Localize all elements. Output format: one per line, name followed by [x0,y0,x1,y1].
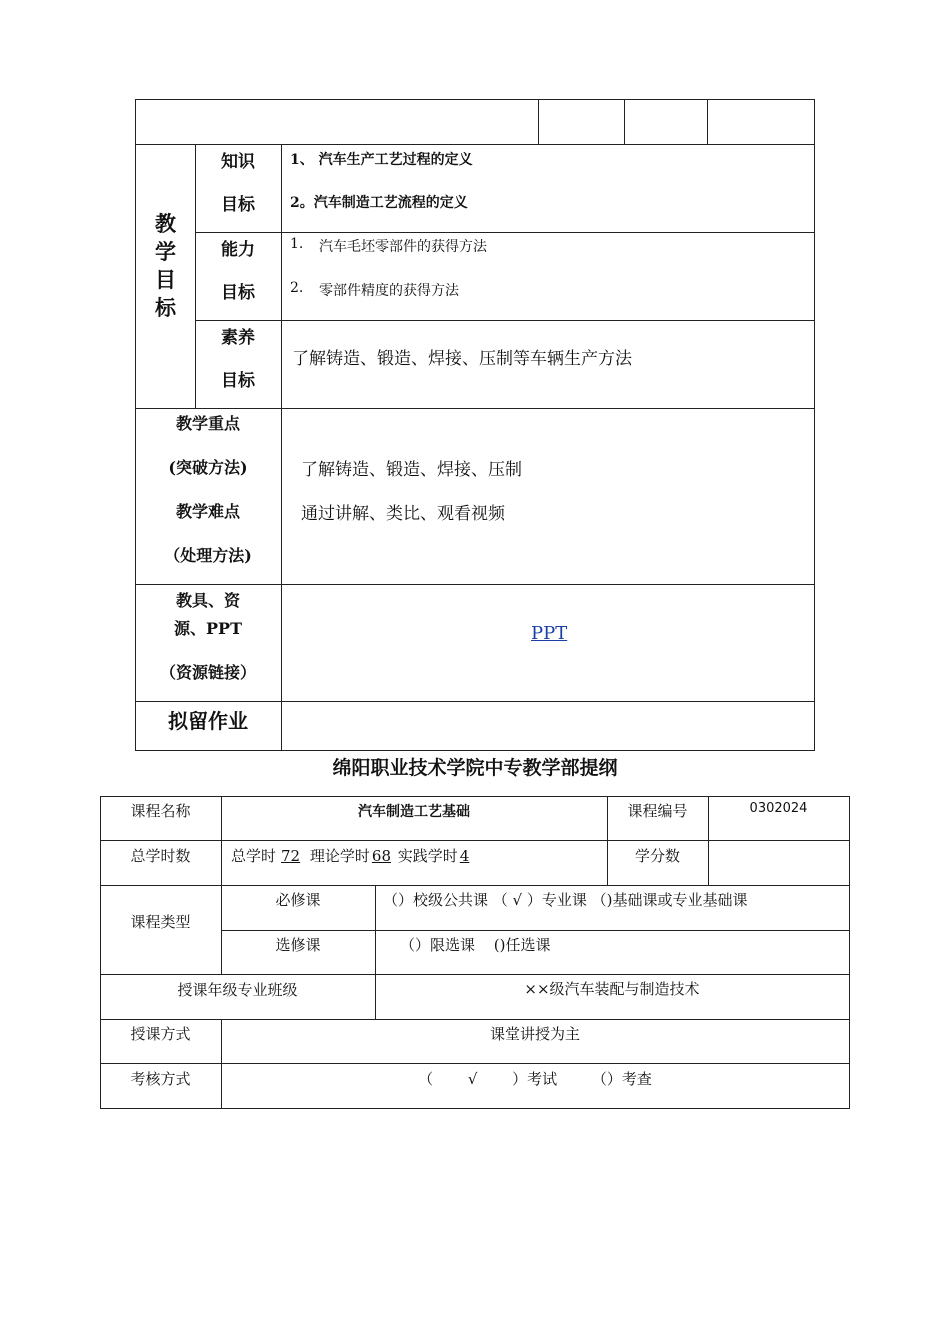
key-points-label: 教学重点 [175,414,240,433]
grade-label: 授课年级专业班级 [177,981,298,999]
ability-label-2: 目标 [221,283,255,303]
key-points-line-1: 了解铸造、锻造、焊接、压制 [301,460,522,480]
method-label: 授课方式 [130,1025,191,1043]
knowledge-label-2: 目标 [221,195,255,215]
resources-label-1: 教具、资 [175,591,240,610]
course-type-label: 课程类型 [130,913,191,931]
knowledge-item-1: 1、 汽车生产工艺过程的定义 [290,152,473,168]
difficult-points-label: 教学难点 [175,502,240,521]
practice-hours-prefix: 实践学时 [397,847,458,865]
handling-method-label: （处理方法) [164,546,252,565]
required-options: （）校级公共课 （ √ ）专业课 （)基础课或专业基础课 [383,891,748,909]
course-code-label: 课程编号 [627,802,688,820]
total-hours: 72 [281,847,301,865]
elective-label: 选修课 [275,936,321,954]
resources-label-2: 源、PPT [174,619,242,638]
knowledge-item-2: 2。汽车制造工艺流程的定义 [290,195,468,211]
ability-label-1: 能力 [221,240,255,260]
theory-hours: 68 [371,847,391,865]
knowledge-label-1: 知识 [221,152,255,172]
hours-label: 总学时数 [130,847,191,865]
breakthrough-method-label: (突破方法) [168,458,248,477]
ability-item-2: 零部件精度的获得方法 [319,283,459,299]
ability-item-2-number: 2. [290,280,304,296]
grade-value: ××级汽车装配与制造技术 [524,980,700,998]
required-label: 必修课 [275,891,321,909]
total-hours-prefix: 总学时 [231,847,277,865]
homework-label: 拟留作业 [168,709,248,733]
credits-label: 学分数 [634,847,680,865]
assessment-value: （ √ ）考试 （）考查 [418,1070,652,1088]
elective-options: （）限选课 ()任选课 [400,936,551,954]
course-name-value: 汽车制造工艺基础 [358,804,470,820]
method-value: 课堂讲授为主 [489,1025,580,1043]
course-code-value: 0302024 [749,801,808,816]
ability-item-1: 汽车毛坯零部件的获得方法 [319,239,487,255]
ability-item-1-number: 1. [290,236,304,252]
ppt-link[interactable]: PPT [531,623,568,644]
literacy-label-1: 素养 [221,328,255,348]
outline-title: 绵阳职业技术学院中专教学部提纲 [332,757,618,779]
practice-hours: 4 [459,847,470,865]
theory-hours-prefix: 理论学时 [309,847,370,865]
resource-link-label: （资源链接） [159,663,256,682]
literacy-label-2: 目标 [221,371,255,391]
course-name-label: 课程名称 [130,802,191,820]
assessment-label: 考核方式 [130,1070,191,1088]
teaching-goals-label: 教 学 目 标 [155,211,176,320]
key-points-line-2: 通过讲解、类比、观看视频 [301,504,505,524]
hours-value [231,845,475,866]
literacy-text: 了解铸造、锻造、焊接、压制等车辆生产方法 [292,349,632,369]
